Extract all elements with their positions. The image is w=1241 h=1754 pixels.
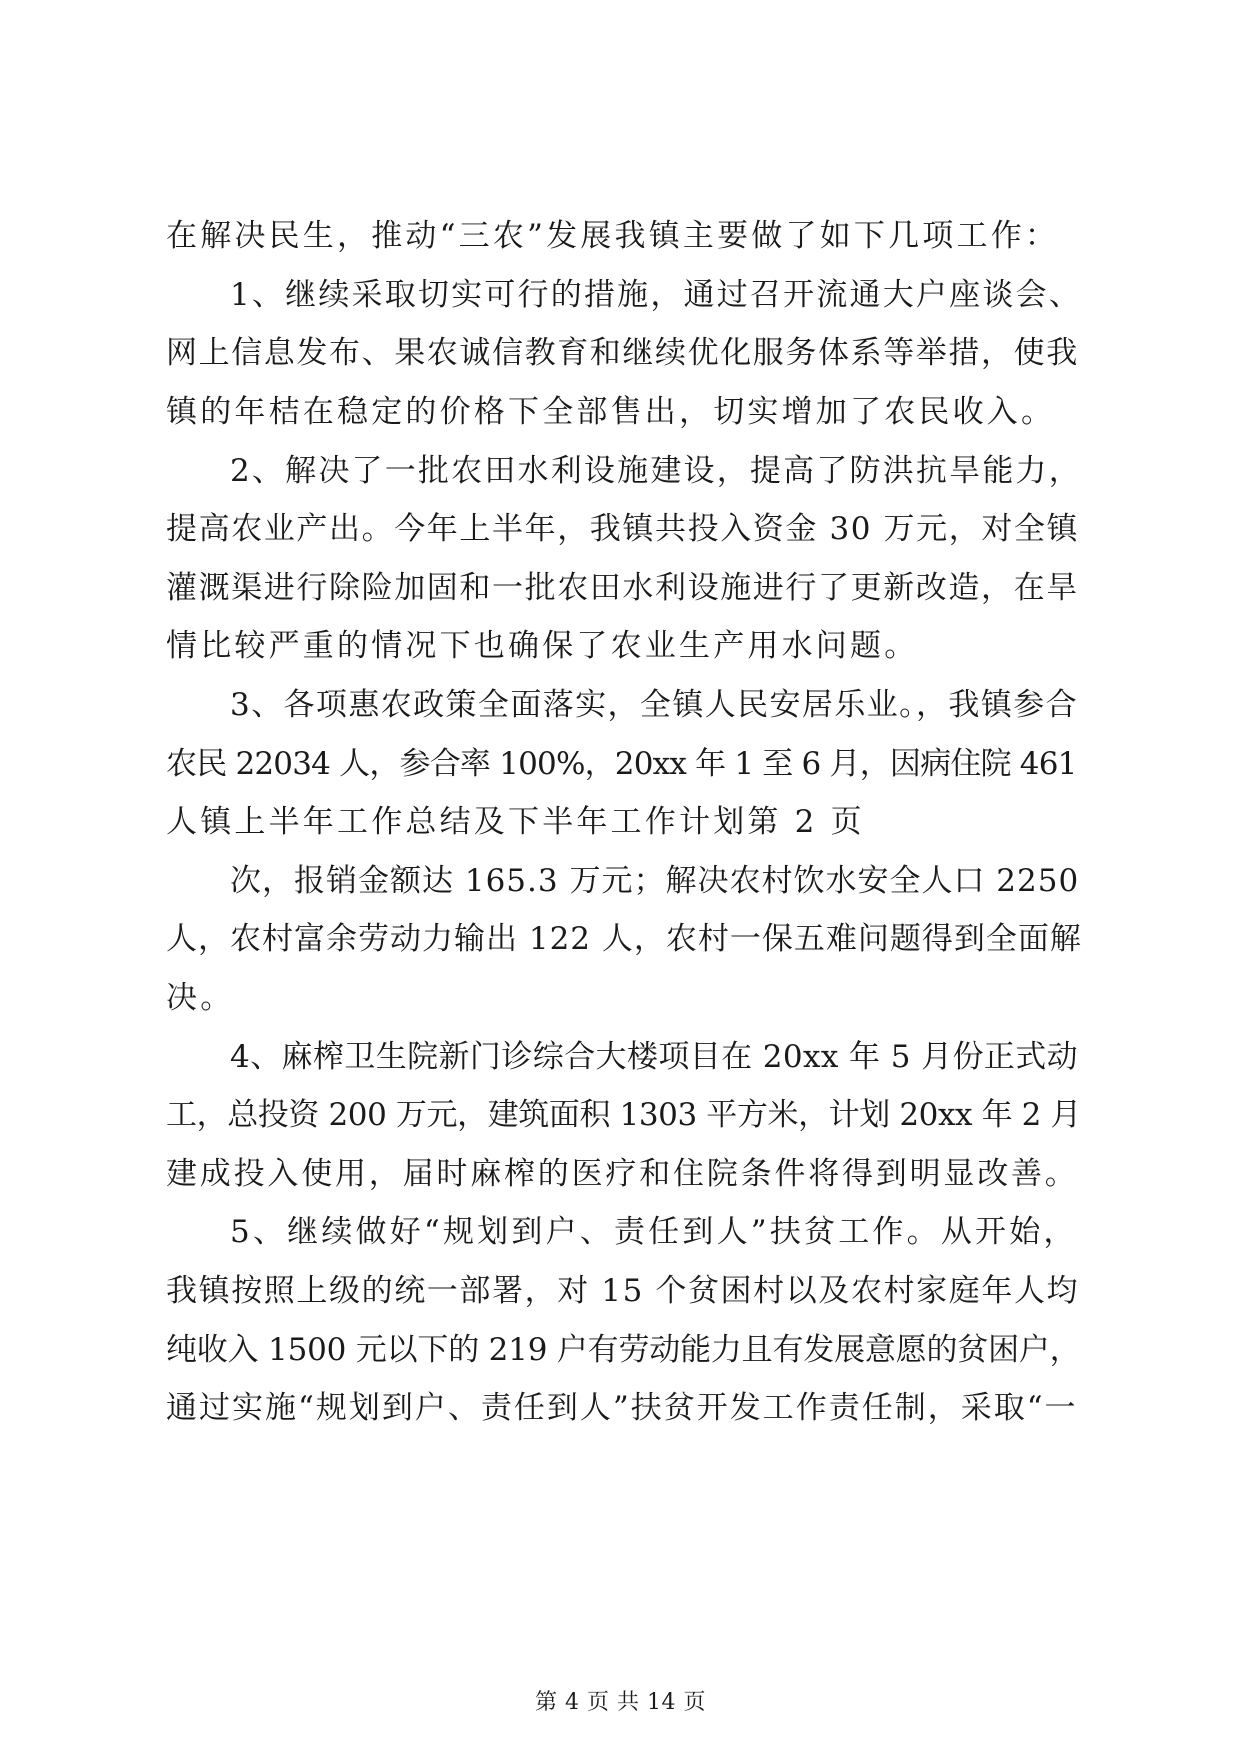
text-line: 我镇按照上级的统一部署，对 15 个贫困村以及农村家庭年人均	[166, 1273, 1080, 1309]
text-line: 情比较严重的情况下也确保了农业生产用水问题。	[166, 628, 919, 664]
page-number-footer: 第 4 页 共 14 页	[535, 1690, 706, 1715]
text-line: 人镇上半年工作总结及下半年工作计划第 2 页	[166, 804, 865, 840]
text-line: 网上信息发布、果农诚信教育和继续优化服务体系等举措，使我	[166, 335, 1079, 371]
text-line: 2、解决了一批农田水利设施建设，提高了防洪抗旱能力，	[230, 453, 1082, 489]
text-line: 决。	[166, 980, 235, 1016]
text-line: 次，报销金额达 165.3 万元；解决农村饮水安全人口 2250	[230, 863, 1080, 899]
text-line: 3、各项惠农政策全面落实，全镇人民安居乐业。，我镇参合	[230, 687, 1079, 723]
text-line: 提高农业产出。今年上半年，我镇共投入资金 30 万元，对全镇	[166, 511, 1080, 547]
text-line: 4、麻榨卫生院新门诊综合大楼项目在 20xx 年 5 月份正式动	[230, 1039, 1079, 1075]
text-line: 灌溉渠进行除险加固和一批农田水利设施进行了更新改造，在旱	[166, 570, 1079, 606]
text-line: 农民 22034 人，参合率 100%，20xx 年 1 至 6 月，因病住院 461	[166, 746, 1077, 782]
text-line: 工，总投资 200 万元，建筑面积 1303 平方米，计划 20xx 年 2 月	[166, 1097, 1082, 1133]
text-line: 人，农村富余劳动力输出 122 人，农村一保五难问题得到全面解	[166, 921, 1082, 957]
text-line: 纯收入 1500 元以下的 219 户有劳动能力且有发展意愿的贫困户，	[166, 1332, 1081, 1368]
text-line: 1、继续采取切实可行的措施，通过召开流通大户座谈会、	[230, 277, 1082, 313]
text-line: 通过实施“规划到户、责任到人”扶贫开发工作责任制，采取“一	[166, 1390, 1078, 1426]
text-line: 建成投入使用，届时麻榨的医疗和住院条件将得到明显改善。	[166, 1156, 1079, 1192]
text-line: 镇的年桔在稳定的价格下全部售出，切实增加了农民收入。	[166, 394, 1056, 430]
text-line: 在解决民生，推动“三农”发展我镇主要做了如下几项工作：	[166, 218, 1060, 254]
text-line: 5、继续做好“规划到户、责任到人”扶贫工作。从开始，	[230, 1214, 1078, 1250]
